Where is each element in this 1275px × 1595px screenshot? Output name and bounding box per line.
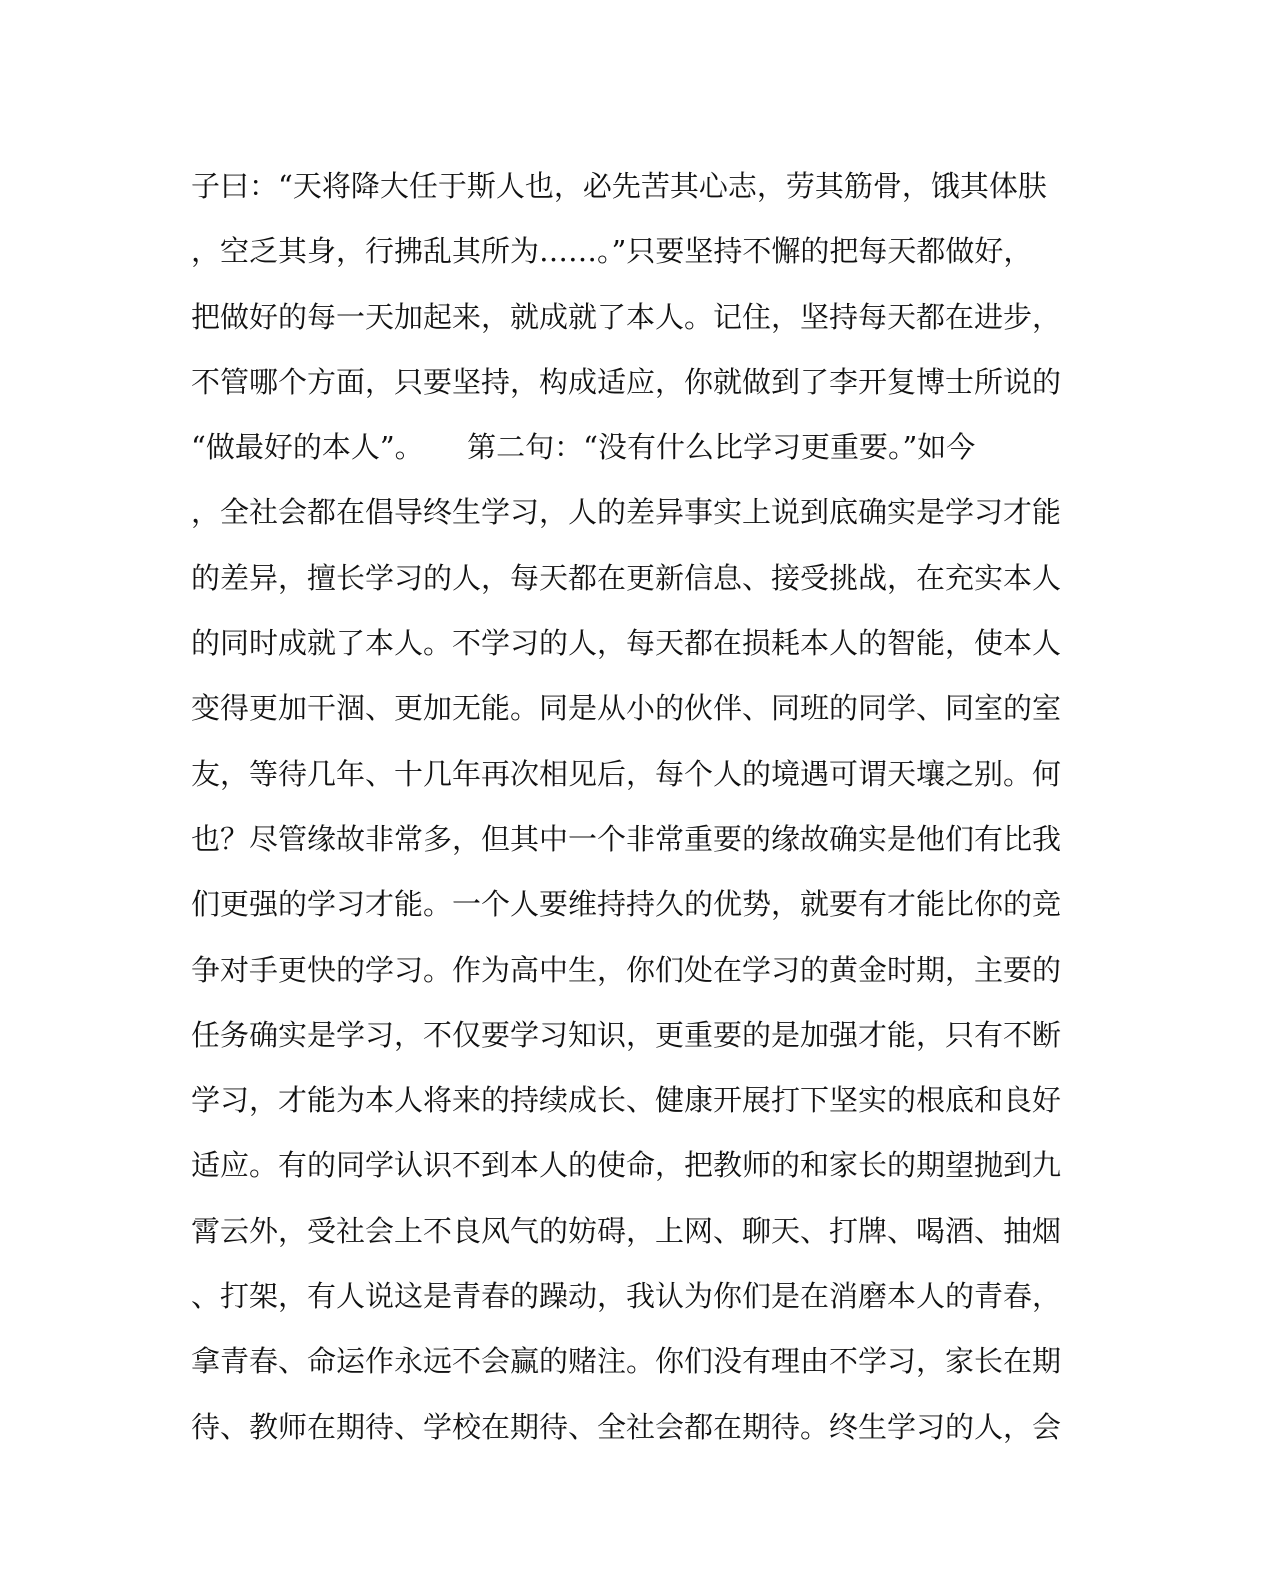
text-line: “做最好的本人”。 第二句：“没有什么比学习更重要。”如今 xyxy=(191,430,976,465)
text-line: ，空乏其身，行拂乱其所为……。”只要坚持不懈的把每天都做好， xyxy=(191,234,1033,269)
text-line: 拿青春、命运作永远不会赢的赌注。你们没有理由不学习，家长在期 xyxy=(191,1344,1062,1379)
text-line: 任务确实是学习，不仅要学习知识，更重要的是加强才能，只有不断 xyxy=(191,1017,1062,1052)
text-line: 学习，才能为本人将来的持续成长、健康开展打下坚实的根底和良好 xyxy=(191,1083,1062,1118)
text-line: 子曰：“天将降大任于斯人也，必先苦其心志，劳其筋骨，饿其体肤 xyxy=(191,169,1047,203)
text-line: 适应。有的同学认识不到本人的使命，把教师的和家长的期望抛到九 xyxy=(191,1148,1062,1183)
text-line: ，全社会都在倡导终生学习，人的差异事实上说到底确实是学习才能 xyxy=(191,495,1062,530)
text-line: 的同时成就了本人。不学习的人，每天都在损耗本人的智能，使本人 xyxy=(191,626,1062,661)
text-line: 友，等待几年、十几年再次相见后，每个人的境遇可谓天壤之别。何 xyxy=(191,756,1062,791)
text-line: 变得更加干涸、更加无能。同是从小的伙伴、同班的同学、同室的室 xyxy=(191,691,1062,726)
text-line: 不管哪个方面，只要坚持，构成适应，你就做到了李开复博士所说的 xyxy=(191,364,1062,399)
text-line: 的差异，擅长学习的人，每天都在更新信息、接受挑战，在充实本人 xyxy=(191,560,1062,595)
text-line: 、打架，有人说这是青春的躁动，我认为你们是在消磨本人的青春， xyxy=(191,1279,1062,1314)
text-line: 们更强的学习才能。一个人要维持持久的优势，就要有才能比你的竞 xyxy=(191,887,1062,922)
body-text xyxy=(191,154,1071,1460)
text-line: 也？尽管缘故非常多，但其中一个非常重要的缘故确实是他们有比我 xyxy=(191,821,1062,856)
text-line: 争对手更快的学习。作为高中生，你们处在学习的黄金时期，主要的 xyxy=(191,952,1062,987)
text-line: 把做好的每一天加起来，就成就了本人。记住，坚持每天都在进步， xyxy=(191,299,1062,334)
text-line: 待、教师在期待、学校在期待、全社会都在期待。终生学习的人，会 xyxy=(191,1409,1062,1444)
text-line: 霄云外，受社会上不良风气的妨碍，上网、聊天、打牌、喝酒、抽烟 xyxy=(191,1213,1062,1248)
